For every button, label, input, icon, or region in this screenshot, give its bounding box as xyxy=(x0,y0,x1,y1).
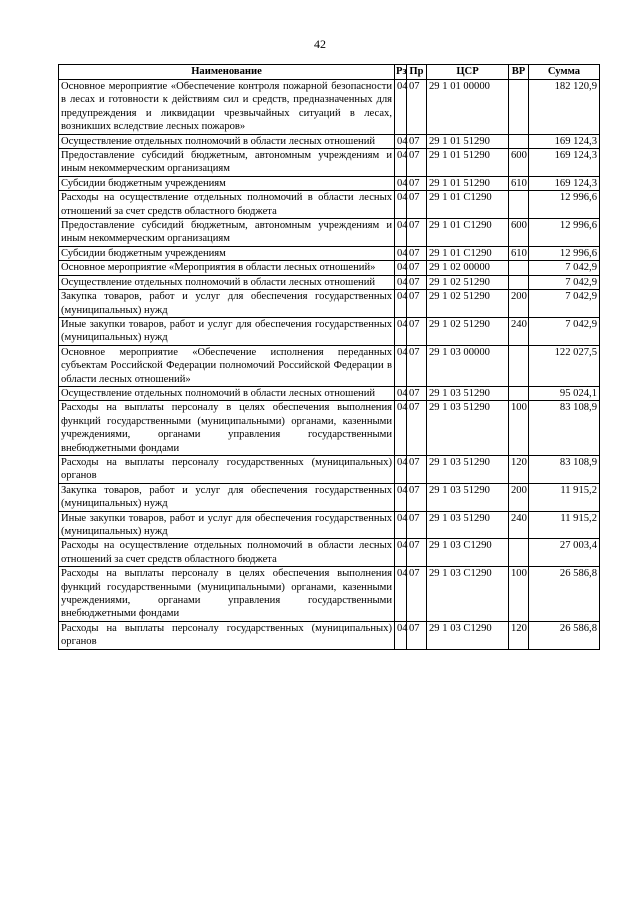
row-amount: 83 108,9 xyxy=(529,401,600,456)
table-row xyxy=(59,345,600,386)
table-body xyxy=(59,80,600,650)
row-csr: 29 1 03 00000 xyxy=(427,345,509,386)
row-csr: 29 1 02 51290 xyxy=(427,317,509,345)
row-csr: 29 1 02 51290 xyxy=(427,290,509,318)
table-row xyxy=(59,455,600,483)
header-name: Наименование xyxy=(59,65,395,80)
row-amount: 122 027,5 xyxy=(529,345,600,386)
table-row xyxy=(59,275,600,289)
row-amount: 169 124,3 xyxy=(529,176,600,190)
row-name: Осуществление отдельных полномочий в области лесных отношений xyxy=(59,275,395,289)
row-vr xyxy=(509,539,529,567)
row-name: Закупка товаров, работ и услуг для обеспечения государственных (муниципальных) нужд xyxy=(59,290,395,318)
row-amount: 11 915,2 xyxy=(529,511,600,539)
row-rz: 04 xyxy=(395,401,407,456)
row-vr: 240 xyxy=(509,317,529,345)
row-name: Иные закупки товаров, работ и услуг для обеспечения государственных (муниципальных) нужд xyxy=(59,317,395,345)
row-vr xyxy=(509,386,529,400)
row-amount: 26 586,8 xyxy=(529,621,600,649)
row-amount: 7 042,9 xyxy=(529,317,600,345)
table-row xyxy=(59,149,600,177)
row-name: Субсидии бюджетным учреждениям xyxy=(59,246,395,260)
row-name: Расходы на выплаты персоналу государственных (муниципальных) органов xyxy=(59,455,395,483)
row-name: Расходы на осуществление отдельных полномочий в области лесных отношений за счет средств областного бюджета xyxy=(59,191,395,219)
row-pr: 07 xyxy=(407,345,427,386)
row-vr: 100 xyxy=(509,401,529,456)
row-pr: 07 xyxy=(407,401,427,456)
row-vr: 100 xyxy=(509,567,529,622)
row-pr: 07 xyxy=(407,261,427,275)
row-name: Основное мероприятие «Обеспечение исполнения переданных субъектам Российской Федерации полномочий Российской Федерации в области лесных отношений» xyxy=(59,345,395,386)
row-vr: 200 xyxy=(509,290,529,318)
row-vr: 120 xyxy=(509,621,529,649)
table-row xyxy=(59,191,600,219)
row-name: Предоставление субсидий бюджетным, автономным учреждениям и иным некоммерческим организациям xyxy=(59,149,395,177)
row-amount: 169 124,3 xyxy=(529,134,600,148)
header-amount: Сумма xyxy=(529,65,600,80)
row-csr: 29 1 01 00000 xyxy=(427,80,509,135)
row-pr: 07 xyxy=(407,191,427,219)
budget-table xyxy=(58,64,600,650)
row-amount: 26 586,8 xyxy=(529,567,600,622)
row-csr: 29 1 01 С1290 xyxy=(427,219,509,247)
table-row xyxy=(59,401,600,456)
header-csr: ЦСР xyxy=(427,65,509,80)
row-pr: 07 xyxy=(407,290,427,318)
row-csr: 29 1 03 С1290 xyxy=(427,539,509,567)
row-csr: 29 1 03 51290 xyxy=(427,386,509,400)
row-rz: 04 xyxy=(395,149,407,177)
row-name: Расходы на выплаты персоналу в целях обеспечения выполнения функций государственными (муниципальными) органами, казенными учреждениями, органами управления государственными внебюджетными фондами xyxy=(59,401,395,456)
row-csr: 29 1 01 51290 xyxy=(427,176,509,190)
row-amount: 182 120,9 xyxy=(529,80,600,135)
row-name: Основное мероприятие «Мероприятия в области лесных отношений» xyxy=(59,261,395,275)
row-name: Расходы на выплаты персоналу в целях обеспечения выполнения функций государственными (муниципальными) органами, казенными учреждениями, органами управления государственными внебюджетными фондами xyxy=(59,567,395,622)
row-csr: 29 1 03 С1290 xyxy=(427,621,509,649)
row-pr: 07 xyxy=(407,246,427,260)
row-csr: 29 1 01 С1290 xyxy=(427,246,509,260)
row-vr xyxy=(509,261,529,275)
row-csr: 29 1 01 С1290 xyxy=(427,191,509,219)
row-amount: 7 042,9 xyxy=(529,290,600,318)
table-row xyxy=(59,539,600,567)
row-name: Осуществление отдельных полномочий в области лесных отношений xyxy=(59,134,395,148)
row-name: Субсидии бюджетным учреждениям xyxy=(59,176,395,190)
row-name: Расходы на выплаты персоналу государственных (муниципальных) органов xyxy=(59,621,395,649)
row-csr: 29 1 03 51290 xyxy=(427,455,509,483)
row-amount: 12 996,6 xyxy=(529,246,600,260)
table-row xyxy=(59,621,600,649)
row-name: Иные закупки товаров, работ и услуг для обеспечения государственных (муниципальных) нужд xyxy=(59,511,395,539)
table-row xyxy=(59,80,600,135)
row-amount: 169 124,3 xyxy=(529,149,600,177)
row-rz: 04 xyxy=(395,134,407,148)
row-vr xyxy=(509,345,529,386)
row-rz: 04 xyxy=(395,386,407,400)
row-rz: 04 xyxy=(395,621,407,649)
row-rz: 04 xyxy=(395,290,407,318)
row-pr: 07 xyxy=(407,176,427,190)
row-amount: 7 042,9 xyxy=(529,275,600,289)
row-rz: 04 xyxy=(395,176,407,190)
row-pr: 07 xyxy=(407,219,427,247)
row-pr: 07 xyxy=(407,483,427,511)
table-row xyxy=(59,483,600,511)
row-vr: 120 xyxy=(509,455,529,483)
table-row xyxy=(59,290,600,318)
row-rz: 04 xyxy=(395,80,407,135)
row-rz: 04 xyxy=(395,511,407,539)
row-pr: 07 xyxy=(407,621,427,649)
row-pr: 07 xyxy=(407,317,427,345)
row-csr: 29 1 02 51290 xyxy=(427,275,509,289)
row-amount: 83 108,9 xyxy=(529,455,600,483)
table-row xyxy=(59,134,600,148)
table-row xyxy=(59,511,600,539)
row-rz: 04 xyxy=(395,261,407,275)
row-vr: 200 xyxy=(509,483,529,511)
row-csr: 29 1 03 51290 xyxy=(427,401,509,456)
row-rz: 04 xyxy=(395,345,407,386)
row-vr xyxy=(509,80,529,135)
row-pr: 07 xyxy=(407,134,427,148)
row-vr: 610 xyxy=(509,246,529,260)
row-vr xyxy=(509,191,529,219)
row-csr: 29 1 02 00000 xyxy=(427,261,509,275)
table-row xyxy=(59,176,600,190)
row-csr: 29 1 03 51290 xyxy=(427,511,509,539)
row-rz: 04 xyxy=(395,191,407,219)
row-pr: 07 xyxy=(407,275,427,289)
row-vr xyxy=(509,275,529,289)
header-rz: Рз xyxy=(395,65,407,80)
header-pr: Пр xyxy=(407,65,427,80)
row-pr: 07 xyxy=(407,386,427,400)
row-vr: 600 xyxy=(509,149,529,177)
row-rz: 04 xyxy=(395,275,407,289)
row-name: Осуществление отдельных полномочий в области лесных отношений xyxy=(59,386,395,400)
row-csr: 29 1 03 С1290 xyxy=(427,567,509,622)
table-row xyxy=(59,246,600,260)
row-csr: 29 1 01 51290 xyxy=(427,134,509,148)
table-row xyxy=(59,219,600,247)
row-name: Закупка товаров, работ и услуг для обеспечения государственных (муниципальных) нужд xyxy=(59,483,395,511)
row-vr: 240 xyxy=(509,511,529,539)
row-rz: 04 xyxy=(395,246,407,260)
table-row xyxy=(59,567,600,622)
row-amount: 7 042,9 xyxy=(529,261,600,275)
row-amount: 11 915,2 xyxy=(529,483,600,511)
row-csr: 29 1 03 51290 xyxy=(427,483,509,511)
row-rz: 04 xyxy=(395,317,407,345)
row-amount: 12 996,6 xyxy=(529,191,600,219)
row-amount: 27 003,4 xyxy=(529,539,600,567)
row-amount: 12 996,6 xyxy=(529,219,600,247)
row-amount: 95 024,1 xyxy=(529,386,600,400)
row-pr: 07 xyxy=(407,149,427,177)
row-rz: 04 xyxy=(395,455,407,483)
row-pr: 07 xyxy=(407,539,427,567)
row-csr: 29 1 01 51290 xyxy=(427,149,509,177)
page-number: 42 xyxy=(314,37,326,51)
row-rz: 04 xyxy=(395,219,407,247)
header-vr: ВР xyxy=(509,65,529,80)
row-rz: 04 xyxy=(395,483,407,511)
table-row xyxy=(59,317,600,345)
row-vr: 610 xyxy=(509,176,529,190)
row-pr: 07 xyxy=(407,455,427,483)
table-row xyxy=(59,261,600,275)
row-vr: 600 xyxy=(509,219,529,247)
header-row xyxy=(59,65,600,80)
row-rz: 04 xyxy=(395,567,407,622)
row-name: Предоставление субсидий бюджетным, автономным учреждениям и иным некоммерческим организациям xyxy=(59,219,395,247)
row-name: Основное мероприятие «Обеспечение контроля пожарной безопасности в лесах и готовности к действиям сил и средств, предназначенных для предупреждения и ликвидации чрезвычайных ситуаций в лесах, возникших вследствие лесных пожаров» xyxy=(59,80,395,135)
row-rz: 04 xyxy=(395,539,407,567)
row-pr: 07 xyxy=(407,80,427,135)
table-row xyxy=(59,386,600,400)
row-vr xyxy=(509,134,529,148)
row-pr: 07 xyxy=(407,567,427,622)
row-name: Расходы на осуществление отдельных полномочий в области лесных отношений за счет средств областного бюджета xyxy=(59,539,395,567)
row-pr: 07 xyxy=(407,511,427,539)
